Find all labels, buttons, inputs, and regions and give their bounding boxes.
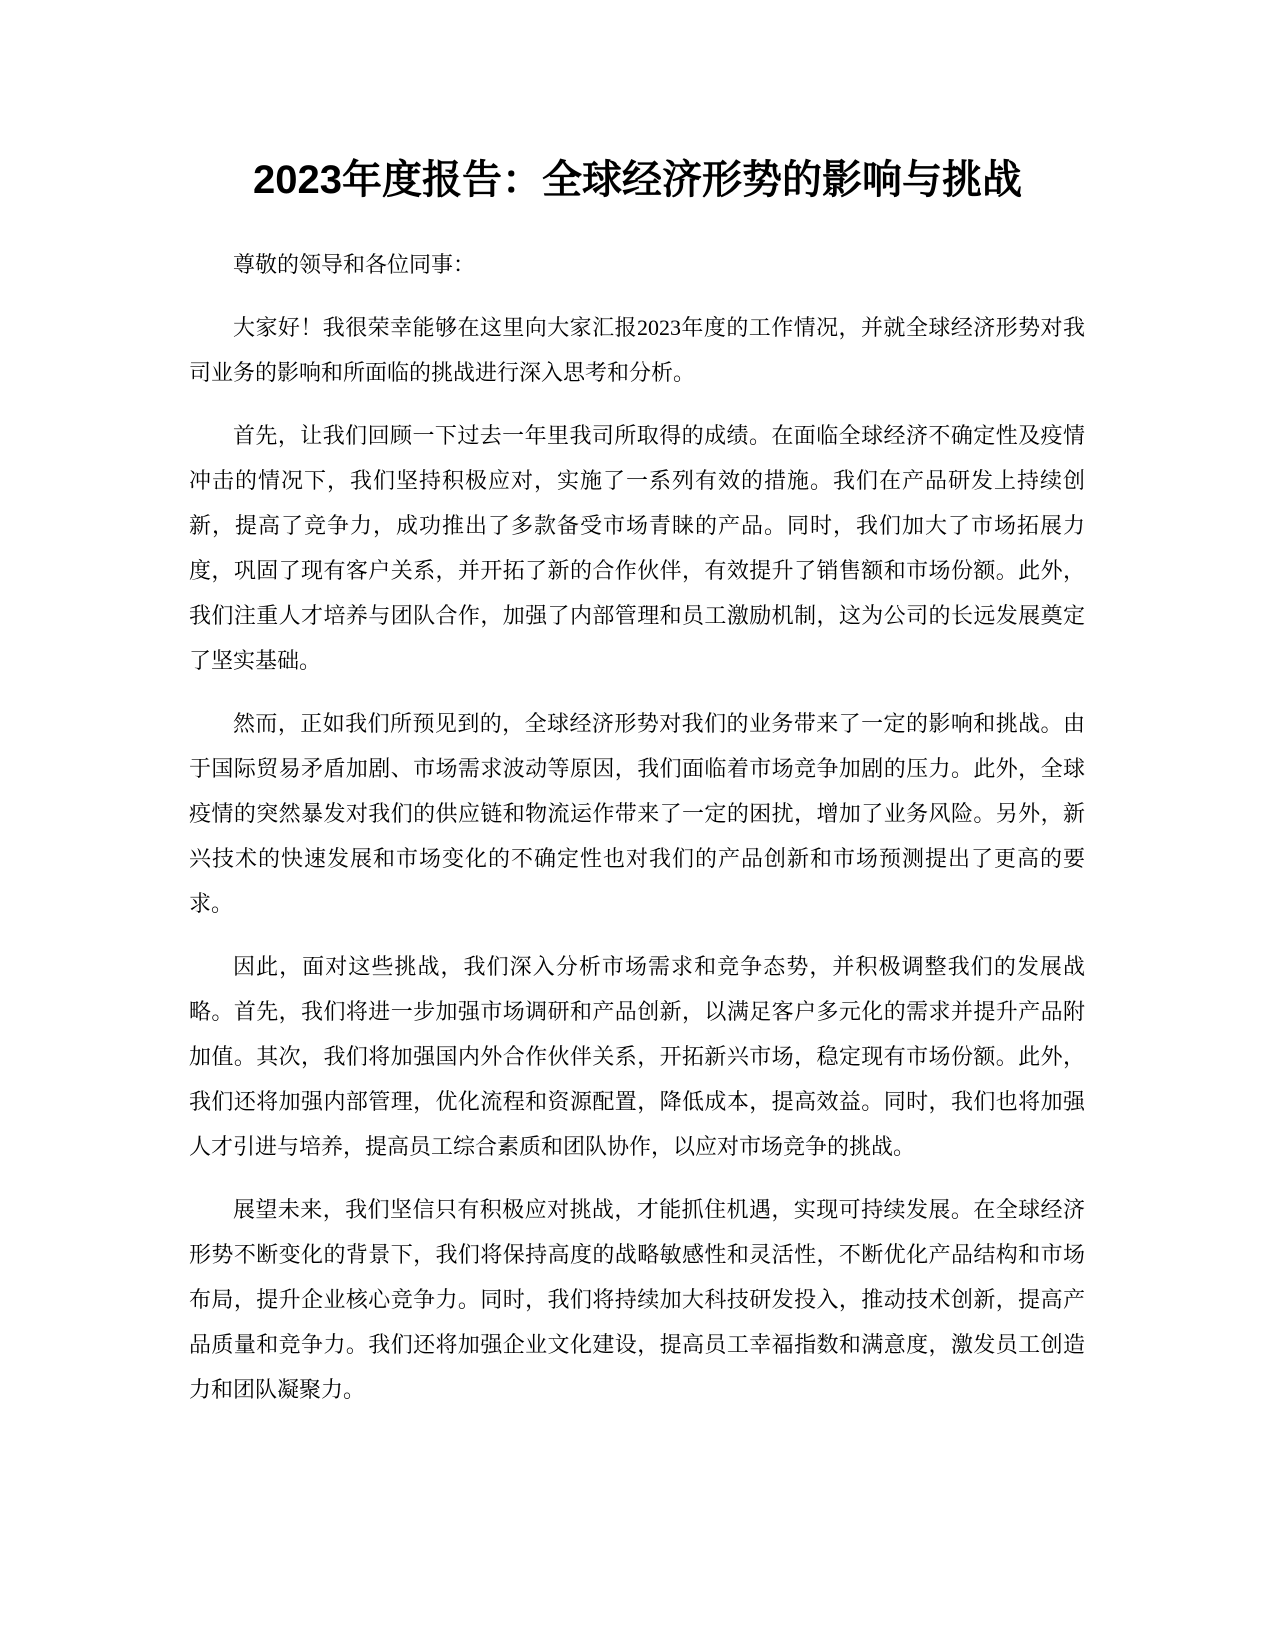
paragraph-achievements: 首先，让我们回顾一下过去一年里我司所取得的成绩。在面临全球经济不确定性及疫情冲击的情况下，我们坚持积极应对，实施了一系列有效的措施。我们在产品研发上持续创新，提高了竞争力，成功推出了多款备受市场青睐的产品。同时，我们加大了市场拓展力度，巩固了现有客户关系，并开拓了新的合作伙伴，有效提升了销售额和市场份额。此外，我们注重人才培养与团队合作，加强了内部管理和员工激励机制，这为公司的长远发展奠定了坚实基础。	[189, 423, 1085, 673]
salutation: 尊敬的领导和各位同事：	[233, 252, 476, 277]
paragraph-strategy: 因此，面对这些挑战，我们深入分析市场需求和竞争态势，并积极调整我们的发展战略。首先，我们将进一步加强市场调研和产品创新，以满足客户多元化的需求并提升产品附加值。其次，我们将加强国内外合作伙伴关系，开拓新兴市场，稳定现有市场份额。此外，我们还将加强内部管理，优化流程和资源配置，降低成本，提高效益。同时，我们也将加强人才引进与培养，提高员工综合素质和团队协作，以应对市场竞争的挑战。	[189, 954, 1085, 1159]
document-title: 2023年度报告：全球经济形势的影响与挑战	[253, 158, 1022, 202]
paragraph-outlook: 展望未来，我们坚信只有积极应对挑战，才能抓住机遇，实现可持续发展。在全球经济形势不断变化的背景下，我们将保持高度的战略敏感性和灵活性，不断优化产品结构和市场布局，提升企业核心竞争力。同时，我们将持续加大科技研发投入，推动技术创新，提高产品质量和竞争力。我们还将加强企业文化建设，提高员工幸福指数和满意度，激发员工创造力和团队凝聚力。	[189, 1197, 1085, 1402]
paragraph-intro: 大家好！我很荣幸能够在这里向大家汇报2023年度的工作情况，并就全球经济形势对我司业务的影响和所面临的挑战进行深入思考和分析。	[189, 315, 1085, 385]
paragraph-challenges: 然而，正如我们所预见到的，全球经济形势对我们的业务带来了一定的影响和挑战。由于国际贸易矛盾加剧、市场需求波动等原因，我们面临着市场竞争加剧的压力。此外，全球疫情的突然暴发对我们的供应链和物流运作带来了一定的困扰，增加了业务风险。另外，新兴技术的快速发展和市场变化的不确定性也对我们的产品创新和市场预测提出了更高的要求。	[189, 711, 1085, 916]
document-body	[189, 242, 1085, 1430]
